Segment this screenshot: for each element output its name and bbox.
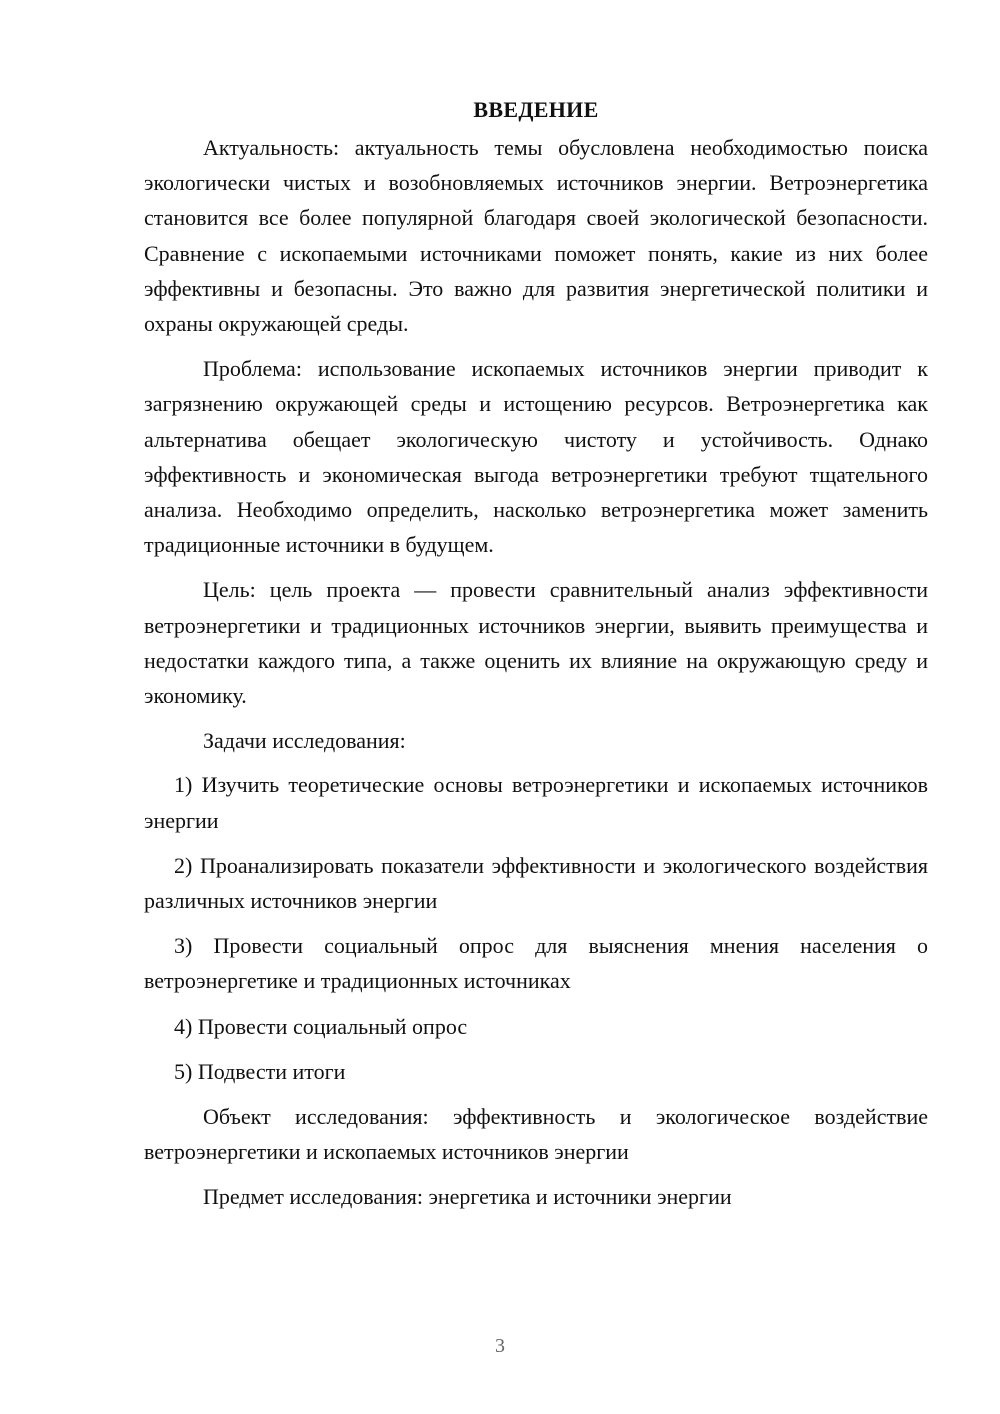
paragraph-research-subject: Предмет исследования: энергетика и источники энергии (203, 1184, 732, 1210)
paragraph-goal: Цель: цель проекта — провести сравнительный анализ эффективности ветроэнергетики и традиционных источников энергии, выявить преимущества и недостатки каждого типа, а также оценить их влияние на окружающую среду и экономику. (144, 577, 928, 709)
task-item: 1) Изучить теоретические основы ветроэнергетики и ископаемых источников энергии (144, 772, 928, 833)
task-item: 4) Провести социальный опрос (174, 1013, 468, 1039)
tasks-heading: Задачи исследования: (203, 728, 406, 754)
task-item: 2) Проанализировать показатели эффективности и экологического воздействия различных источников энергии (144, 852, 928, 914)
task-item: 3) Провести социальный опрос для выяснения мнения населения о ветроэнергетике и традиционных источниках (144, 933, 928, 994)
page-number: 3 (495, 1335, 505, 1357)
paragraph-relevance: Актуальность: актуальность темы обусловлена необходимостью поиска экологически чистых и возобновляемых источников энергии. Ветроэнергетика становится все более популярной благодаря своей экологической безопасности. Сравнение с ископаемыми источниками поможет понять, какие из них более эффективны и безопасны. Это важно для развития энергетической политики и охраны окружающей среды. (144, 135, 928, 337)
task-item: 5) Подвести итоги (174, 1058, 346, 1084)
paragraph-research-object: Объект исследования: эффективность и экологическое воздействие ветроэнергетики и ископаемых источников энергии (144, 1104, 928, 1165)
paragraph-problem: Проблема: использование ископаемых источников энергии приводит к загрязнению окружающей среды и истощению ресурсов. Ветроэнергетика как альтернатива обещает экологическую чистоту и устойчивость. Однако эффективность и экономическая выгода ветроэнергетики требуют тщательного анализа. Необходимо определить, насколько ветроэнергетика может заменить традиционные источники в будущем. (144, 356, 928, 558)
page-content (144, 92, 928, 1225)
page-title: ВВЕДЕНИЕ (473, 97, 599, 122)
